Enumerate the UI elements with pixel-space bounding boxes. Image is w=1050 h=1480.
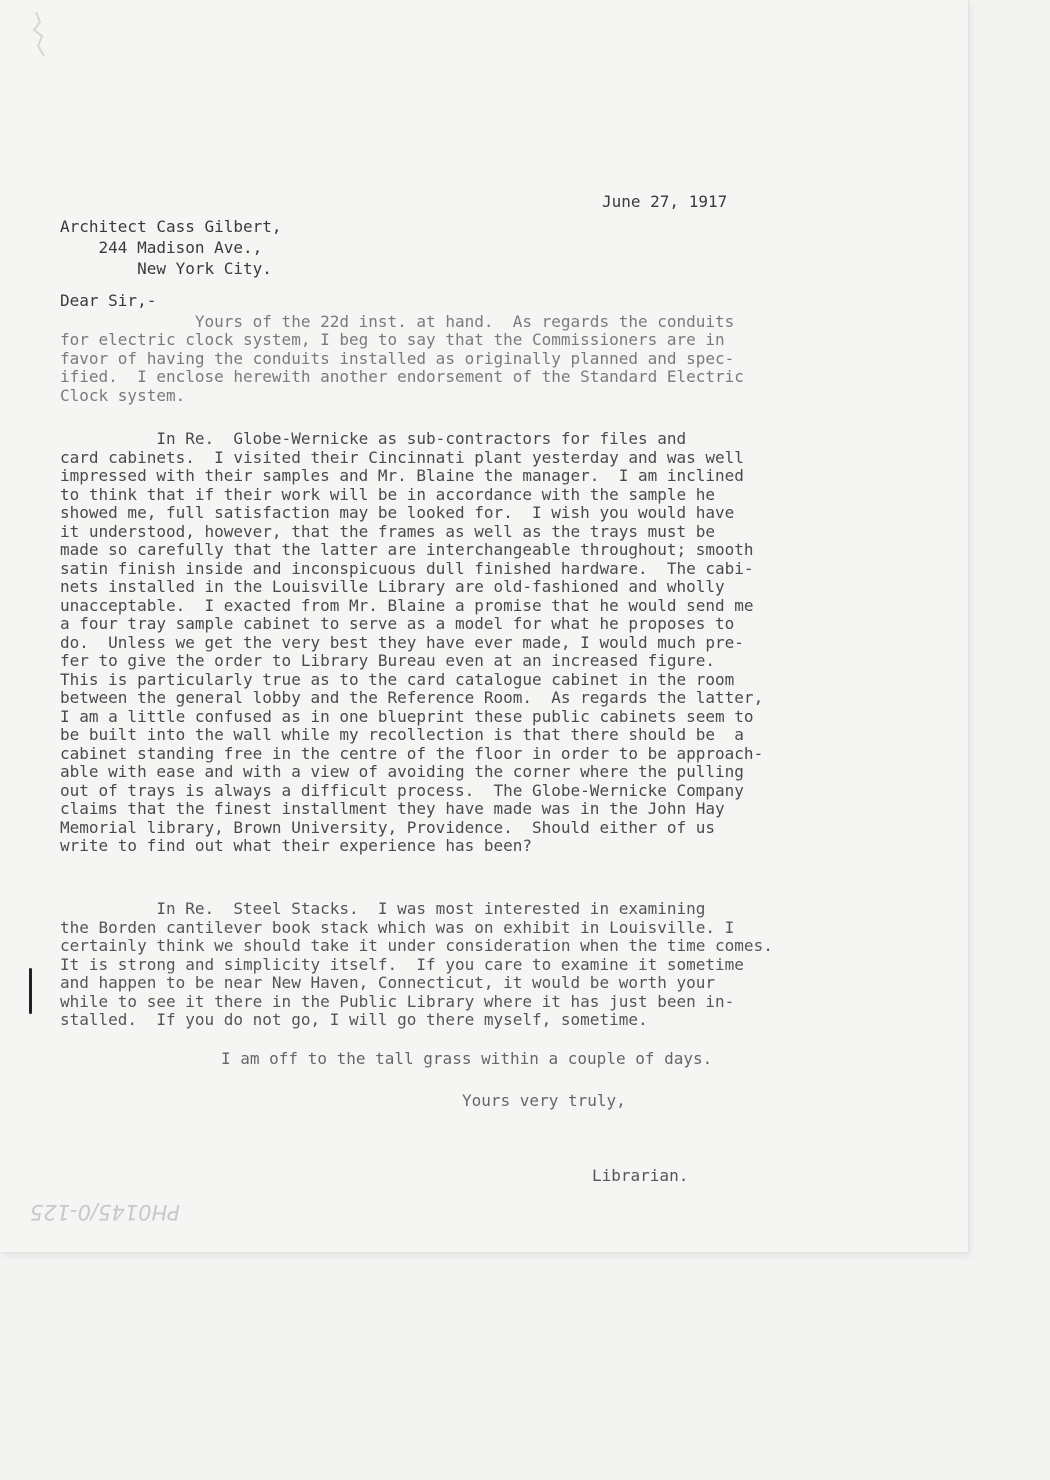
paragraph-conduits: Yours of the 22d inst. at hand. As regards the conduits for electric clock system, I beg to say that the Commissioners are in favor of having the conduits installed as originally planned and spec- ified. I enclose herewith another endorsement of the Standard Electric Clock system. bbox=[60, 312, 744, 405]
paragraph-globe-wernicke: In Re. Globe-Wernicke as sub-contractors for files and card cabinets. I visited their Cincinnati plant yesterday and was well impressed with their samples and Mr. Blaine the manager. I am inclined to think that if their work will be in accordance with the sample he showed me, full satisfaction may be looked for. I wish you would have it understood, however, that the frames as well as the trays must be made so carefully that the latter are interchangeable throughout; smooth satin finish inside and inconspicuous dull finished hardware. The cabi- nets installed in the Louisville Library are old-fashioned and wholly unacceptable. I exacted from Mr. Blaine a promise that he would send me a four tray sample cabinet to serve as a model for what he proposes to do. Unless we get the very best they have ever made, I would much pre- fer to give the order to Library Bureau even at an increased figure. This is particularly true as to the card catalogue cabinet in the room between the general lobby and the Reference Room. As regards the latter, I am a little confused as in one blueprint these public cabinets seem to be built into the wall while my recollection is that there should be a cabinet standing free in the centre of the floor in order to be approach- able with ease and with a view of avoiding the corner where the pulling out of trays is always a difficult process. The Globe-Wernicke Company claims that the finest installment they have made was in the John Hay Memorial library, Brown University, Providence. Should either of us write to find out what their experience has been? bbox=[60, 429, 764, 855]
signature: Librarian. bbox=[592, 1166, 689, 1185]
archive-stamp: PH0145/0-125 bbox=[30, 1200, 180, 1224]
paragraph-steel-stacks: In Re. Steel Stacks. I was most interested in examining the Borden cantilever book stack which was on exhibit in Louisville. I certainly think we should take it under consideration when the time comes. It is strong and simplicity itself. If you care to examine it sometime and happen to be near New Haven, Connecticut, it would be worth your while to see it there in the Public Library where it has just been in- stalled. If you do not go, I will go there myself, sometime. bbox=[60, 899, 773, 1029]
closing-line: I am off to the tall grass within a couple of days. bbox=[221, 1049, 713, 1068]
recipient-address: Architect Cass Gilbert, 244 Madison Ave., New York City. bbox=[60, 217, 282, 278]
margin-pencil-mark bbox=[29, 968, 32, 1014]
letter-date: June 27, 1917 bbox=[602, 192, 728, 211]
torn-edge-mark bbox=[30, 12, 50, 56]
salutation: Dear Sir,- bbox=[60, 291, 157, 310]
sign-off: Yours very truly, bbox=[462, 1091, 626, 1110]
